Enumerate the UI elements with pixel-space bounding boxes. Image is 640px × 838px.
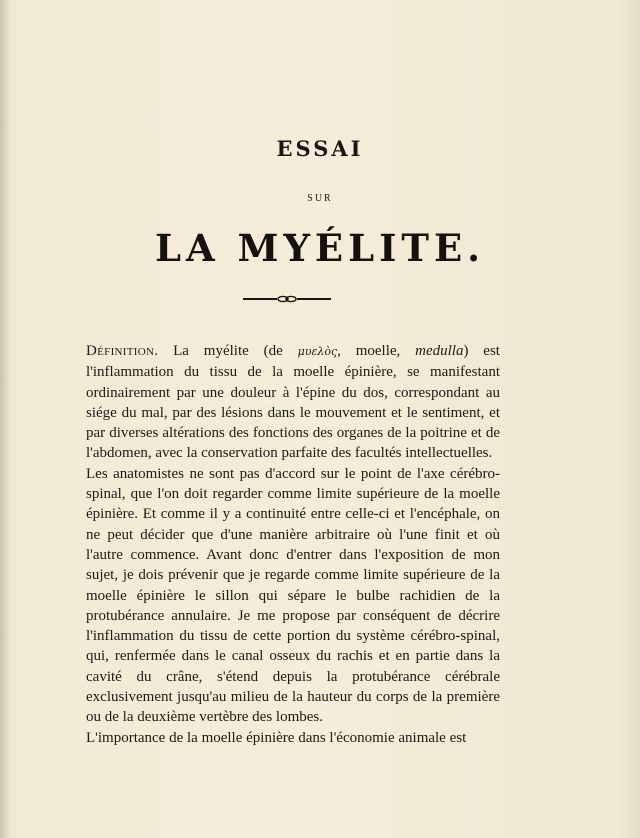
paragraph-anatomistes: Les anatomistes ne sont pas d'accord sur le point de l'axe cérébro-spinal, que l'on doit regarder comme limite supérieure de la moelle épinière. Et comme il y a continuité entre celle-ci et l'encéphale, on ne peut décider que d'une manière arbitraire où l'une finit et où l'autre commence. Avant donc d'entrer dans l'exposition de mon sujet, je dois prévenir que je regarde comme limite supérieure de la moelle épinière le sillon qui sépare le bulbe rachidien de la protubérance annulaire. Je me propose par conséquent de décrire l'inflammation du tissu de cette portion du système cérébro-spinal, qui, renfermée dans le canal osseux du rachis et en partie dans la cavité du crâne, s'étend depuis la protubérance cérébrale exclusivement jusqu'au milieu de la hauteur du corps de la première ou de la deuxième vertèbre des lombes. xyxy=(86,465,500,726)
title-la-myelite: LA MYÉLITE. xyxy=(154,226,486,270)
title-sur: SUR xyxy=(307,193,333,204)
rule-ornament-icon xyxy=(243,295,331,303)
definition-text-b: , moelle, xyxy=(337,343,416,359)
page-edge-shadow xyxy=(0,0,10,838)
definition-text-a: La myélite (de xyxy=(158,343,298,359)
title-essai: ESSAI xyxy=(276,136,364,161)
definition-label: Définition. xyxy=(86,343,159,359)
paragraph-definition xyxy=(86,341,500,464)
greek-word: μυελὸς xyxy=(297,345,338,358)
paragraph-importance: L'importance de la moelle épinière dans l'économie animale est xyxy=(86,729,467,746)
body-text xyxy=(86,341,500,748)
latin-word: medulla xyxy=(415,343,464,359)
definition-text-c: ) est l'inflammation du tissu de la moelle épinière, se manifestant ordinairement par une douleur à l'épine du dos, correspondant au siége du mal, par des lésions dans le mouvement et le sentiment, et par diverses altérations des fonctions des organes de la poitrine et de l'abdomen, avec la conservation parfaite des facultés intellectuelles. xyxy=(86,343,500,462)
